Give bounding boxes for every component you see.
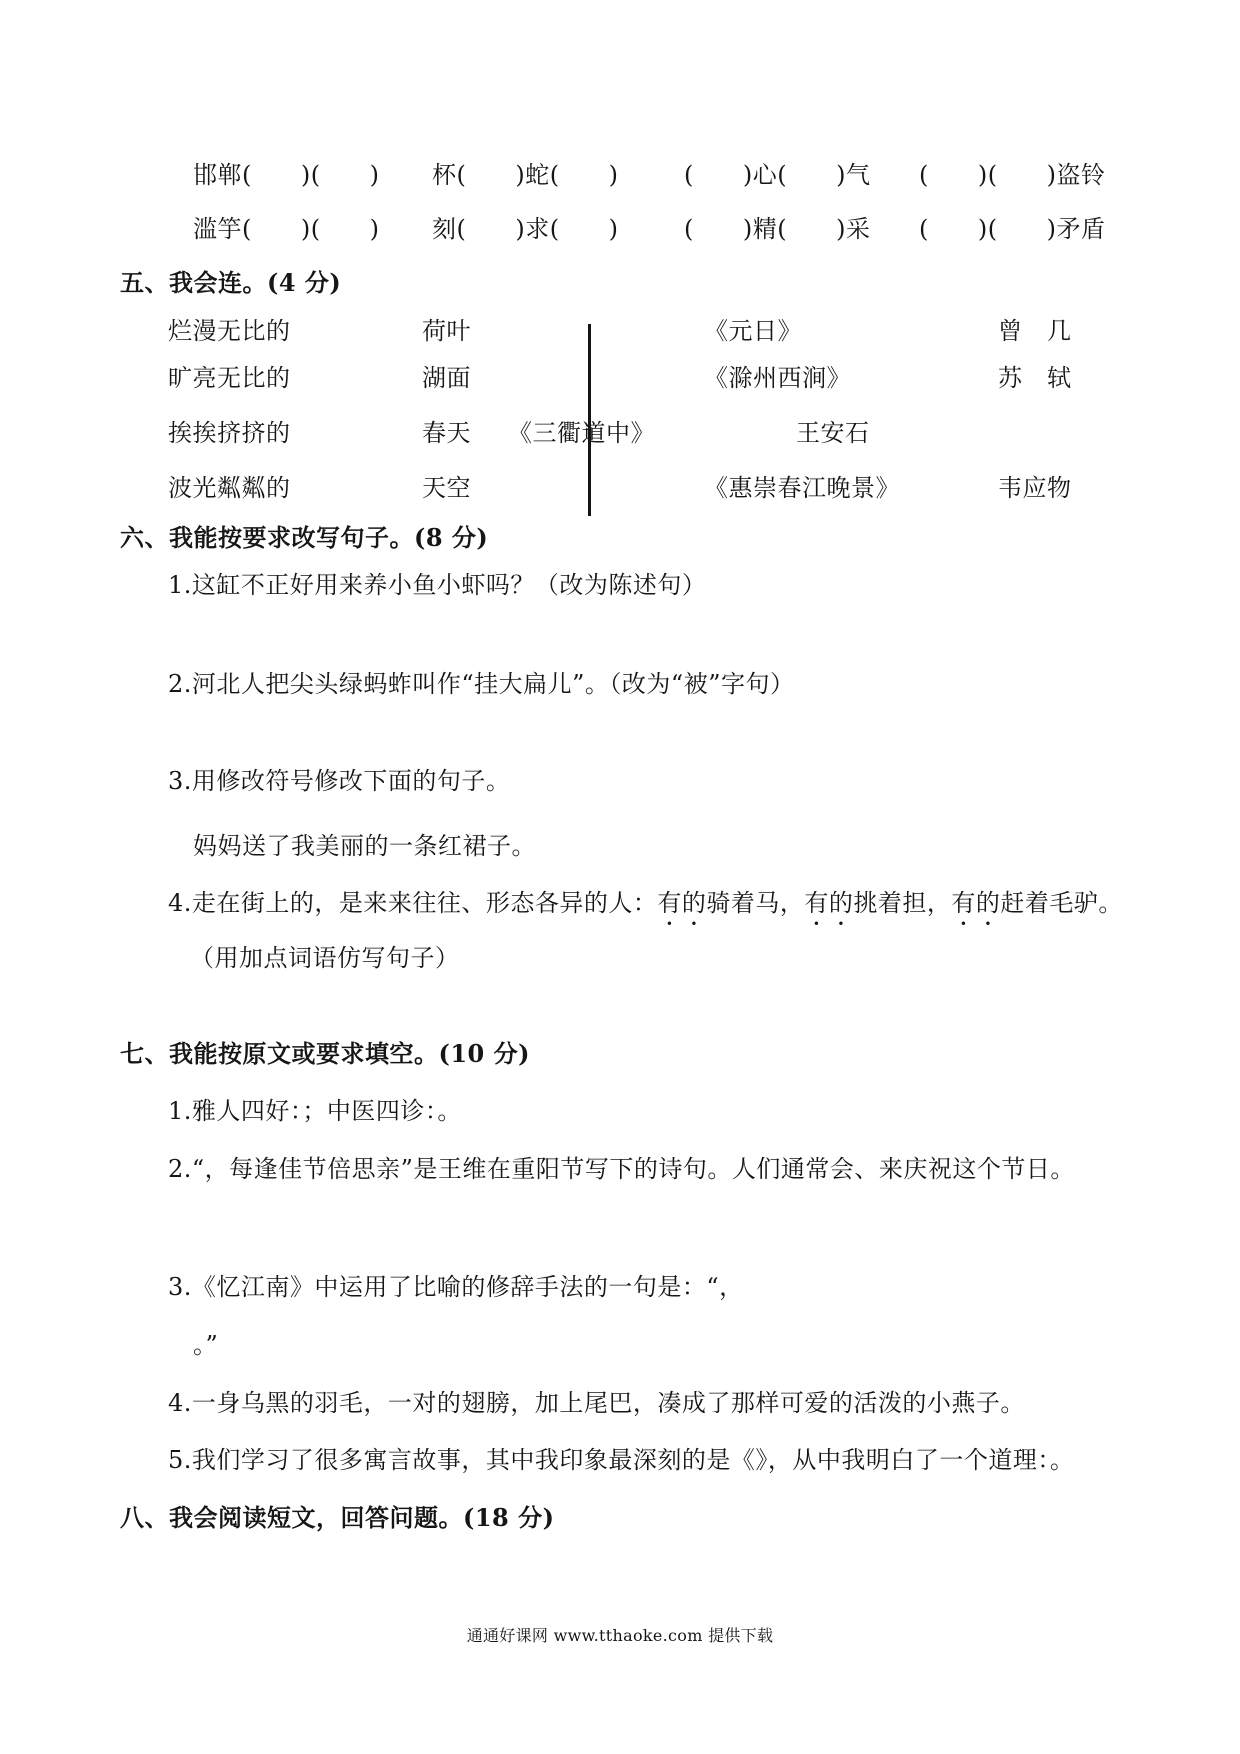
match-poem-title: 《元日》 — [704, 317, 802, 345]
question-text-segment: 骑着马， — [706, 889, 805, 917]
match-phrase: 烂漫无比的 — [168, 317, 291, 345]
section-5-heading: 五、我会连。(4 分) — [120, 268, 342, 297]
match-poem-title: 《惠崇春江晚景》 — [704, 474, 900, 502]
match-row — [0, 364, 1240, 392]
question-7-1: 1.雅人四好：；中医四诊：。 — [168, 1097, 462, 1125]
question-7-3-continuation: 。” — [193, 1331, 219, 1359]
match-noun: 荷叶 — [422, 317, 471, 345]
idiom-fill-item: 邯郸( )( ) — [193, 161, 380, 189]
question-6-3-sentence: 妈妈送了我美丽的一条红裙子。 — [193, 832, 536, 860]
question-text-segment: 4.走在街上的，是来来往往、形态各异的人： — [168, 889, 658, 917]
idiom-fill-item: 刻( )求( ) — [432, 215, 619, 243]
match-phrase: 旷亮无比的 — [168, 364, 291, 392]
match-phrase: 波光粼粼的 — [168, 474, 291, 502]
section-6-heading: 六、我能按要求改写句子。(8 分) — [120, 523, 489, 552]
section-7-heading: 七、我能按原文或要求填空。(10 分) — [120, 1039, 530, 1068]
idiom-fill-row-1 — [0, 161, 1240, 189]
match-poet: 苏 轼 — [998, 364, 1072, 392]
match-row — [0, 317, 1240, 345]
idiom-fill-item: ( )心( )气 — [684, 161, 871, 189]
match-poem-title: 《滁州西涧》 — [704, 364, 851, 392]
match-poet: 王安石 — [796, 419, 870, 447]
match-phrase: 挨挨挤挤的 — [168, 419, 291, 447]
question-7-3: 3.《忆江南》中运用了比喻的修辞手法的一句是：“， — [168, 1273, 744, 1301]
idiom-fill-item: 滥竽( )( ) — [193, 215, 380, 243]
match-noun: 天空 — [422, 474, 471, 502]
match-poem-title: 《三衢道中》 — [508, 419, 655, 447]
question-text-segment: 赶着毛驴。 — [1000, 889, 1123, 917]
section-8-heading: 八、我会阅读短文，回答问题。(18 分) — [120, 1503, 555, 1532]
question-7-2: 2.“，每逢佳节倍思亲”是王维在重阳节写下的诗句。人们通常会、来庆祝这个节日。 — [168, 1155, 1075, 1183]
idiom-fill-item: 杯( )蛇( ) — [432, 161, 619, 189]
footer-source-text: 通通好课网 www.tthaoke.com 提供下载 — [466, 1626, 774, 1645]
question-7-5: 5.我们学习了很多寓言故事，其中我印象最深刻的是《》，从中我明白了一个道理：。 — [168, 1446, 1075, 1474]
match-poet: 韦应物 — [998, 474, 1072, 502]
match-noun: 春天 — [422, 419, 471, 447]
question-text-segment: 挑着担， — [853, 889, 952, 917]
question-6-2: 2.河北人把尖头绿蚂蚱叫作“挂大扁儿”。（改为“被”字句） — [168, 670, 795, 698]
question-7-4: 4.一身乌黑的羽毛，一对的翅膀，加上尾巴，凑成了那样可爱的活泼的小燕子。 — [168, 1389, 1025, 1417]
idiom-fill-row-2 — [0, 215, 1240, 243]
idiom-fill-item: ( )( )矛盾 — [919, 215, 1106, 243]
emphasized-word: 有的 — [804, 889, 854, 917]
idiom-fill-item: ( )( )盗铃 — [919, 161, 1106, 189]
match-noun: 湖面 — [422, 364, 471, 392]
match-poet: 曾 几 — [998, 317, 1072, 345]
question-6-4 — [168, 889, 1123, 931]
match-row — [0, 474, 1240, 502]
question-6-3: 3.用修改符号修改下面的句子。 — [168, 767, 511, 795]
question-6-4-note: （用加点词语仿写句子） — [190, 944, 460, 972]
emphasized-word: 有的 — [951, 889, 1001, 917]
idiom-fill-item: ( )精( )采 — [684, 215, 871, 243]
match-row — [0, 419, 1240, 447]
emphasized-word: 有的 — [657, 889, 707, 917]
question-6-1: 1.这缸不正好用来养小鱼小虾吗？（改为陈述句） — [168, 571, 707, 599]
